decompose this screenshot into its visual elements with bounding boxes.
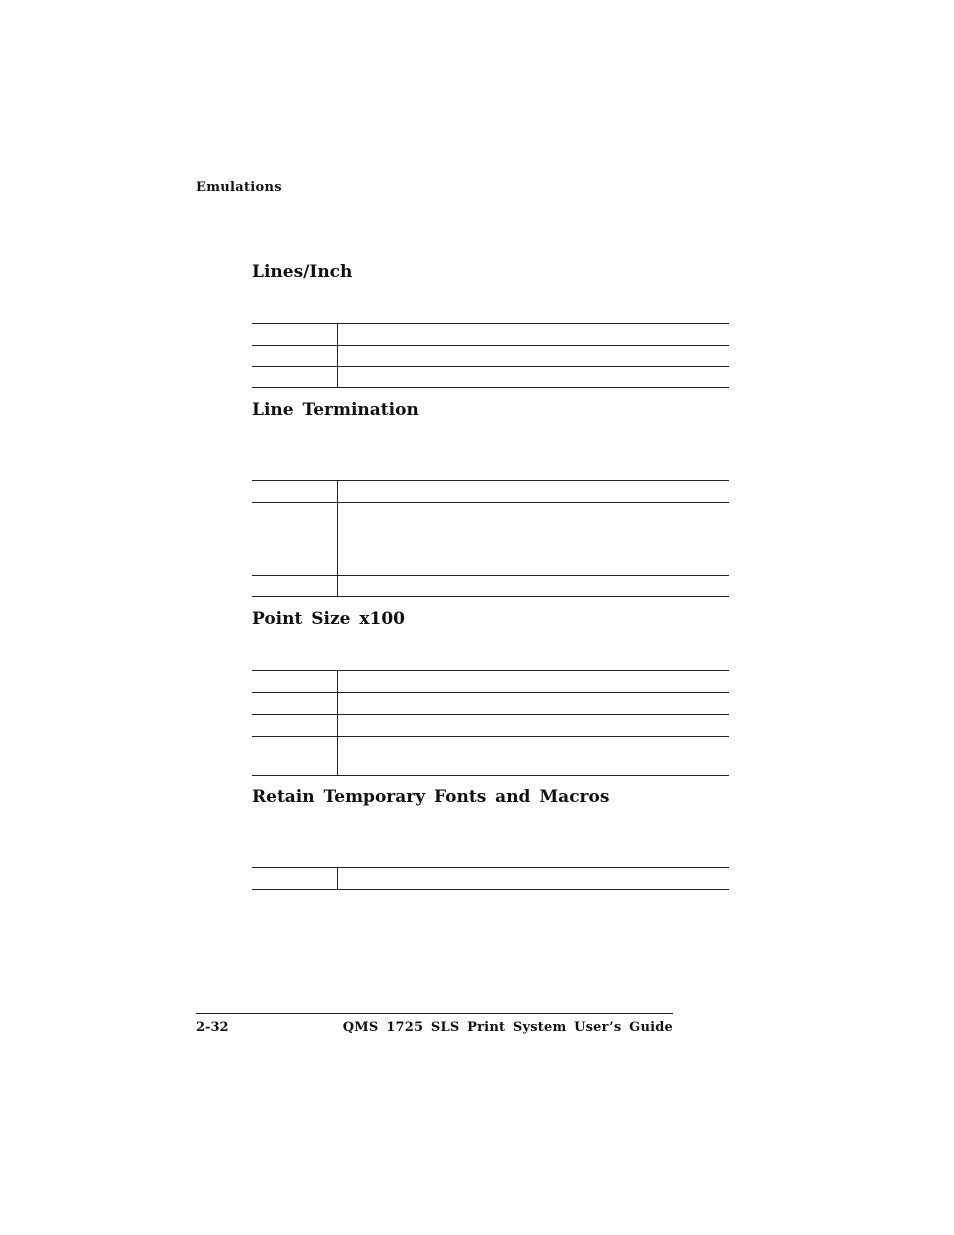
table-label-cell (252, 737, 338, 776)
table-label-cell (252, 346, 338, 367)
table-row (252, 693, 729, 715)
table-row (252, 737, 729, 776)
line-termination-table (252, 480, 729, 597)
table-value-cell (338, 481, 730, 503)
table-label-cell (252, 671, 338, 693)
section-heading-retain-temporary-fonts: Retain Temporary Fonts and Macros (252, 787, 610, 807)
table-value-cell (338, 367, 730, 388)
table-row (252, 346, 729, 367)
table-row (252, 868, 729, 890)
table-value-cell (338, 576, 730, 597)
table-value-cell (338, 671, 730, 693)
table-label-cell (252, 715, 338, 737)
table-label-cell (252, 367, 338, 388)
table-row (252, 671, 729, 693)
table-row (252, 715, 729, 737)
lines-inch-table (252, 323, 729, 388)
table-label-cell (252, 503, 338, 576)
table-label-cell (252, 481, 338, 503)
table-value-cell (338, 868, 730, 890)
table-value-cell (338, 693, 730, 715)
table-value-cell (338, 324, 730, 346)
book-title: QMS 1725 SLS Print System User’s Guide (342, 1020, 673, 1035)
table-row (252, 367, 729, 388)
table-label-cell (252, 693, 338, 715)
table-row (252, 576, 729, 597)
table-value-cell (338, 715, 730, 737)
table-value-cell (338, 737, 730, 776)
table-label-cell (252, 324, 338, 346)
page-number: 2-32 (196, 1020, 229, 1035)
running-head: Emulations (196, 180, 282, 195)
table-row (252, 324, 729, 346)
section-heading-point-size: Point Size x100 (252, 609, 405, 629)
point-size-table (252, 670, 729, 776)
table-value-cell (338, 346, 730, 367)
table-row (252, 503, 729, 576)
retain-fonts-table (252, 867, 729, 890)
table-label-cell (252, 868, 338, 890)
table-value-cell (338, 503, 730, 576)
footer-rule (196, 1013, 673, 1014)
table-row (252, 481, 729, 503)
section-heading-lines-inch: Lines/Inch (252, 262, 353, 282)
table-label-cell (252, 576, 338, 597)
section-heading-line-termination: Line Termination (252, 400, 419, 420)
